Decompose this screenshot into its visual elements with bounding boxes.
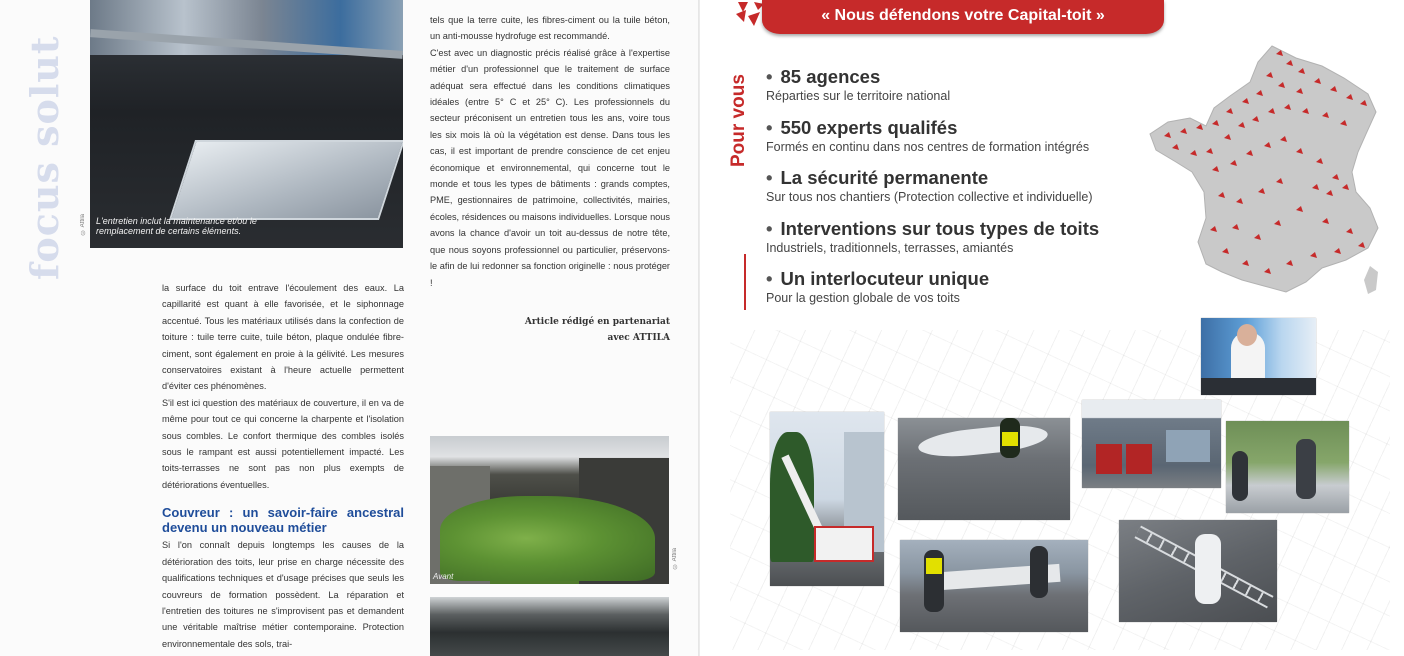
photo-worker: [1232, 451, 1248, 501]
bullet-icon: •: [766, 66, 773, 87]
benefit-title-text: Interventions sur tous types de toits: [780, 217, 1100, 239]
mossy-roof-photo: [430, 436, 669, 584]
article-signoff: [460, 314, 670, 346]
benefit-item: [766, 66, 1166, 117]
photo-head: [1237, 324, 1257, 346]
benefit-item: [766, 268, 1166, 319]
panel-install-photo: [900, 540, 1088, 632]
bullet-icon: •: [766, 116, 773, 138]
bullet-icon: •: [766, 167, 773, 188]
benefit-item: [766, 117, 1166, 168]
benefit-subtitle: Pour la gestion globale de vos toits: [766, 291, 960, 305]
side-label: [728, 74, 756, 310]
photo-dome: [917, 421, 1049, 460]
cleaned-roof-photo: [430, 597, 669, 656]
photo-door: [1126, 444, 1152, 474]
slogan-text: « Nous défendons votre Capital-toit »: [821, 7, 1105, 24]
photo-skylight: [169, 140, 403, 220]
benefit-item: [766, 167, 1166, 218]
article-subheading: Couvreur : un savoir-faire ancestral devenu un nouveau métier: [162, 505, 404, 536]
photo-truck: [814, 526, 874, 562]
photo-vest: [926, 558, 942, 574]
benefit-subtitle: Industriels, traditionnels, terrasses, amiantés: [766, 240, 1014, 255]
benefit-subtitle: Formés en continu dans nos centres de formation intégrés: [766, 139, 1090, 154]
photo-before-label: Avant: [433, 572, 454, 581]
benefit-subtitle: Réparties sur le territoire national: [766, 89, 951, 103]
france-map-icon: [1146, 42, 1384, 296]
side-label-rule: [744, 254, 746, 310]
france-map-outline: [1150, 46, 1378, 292]
bullet-icon: •: [766, 268, 773, 289]
office-photo: [1201, 318, 1316, 395]
photo-credit-moss: © Attila: [672, 548, 678, 569]
benefit-title-text: 550 experts qualifés: [780, 116, 958, 138]
article-paragraph: tels que la terre cuite, les fibres-ciment ou la tuile béton, un anti-mousse hydrofuge est recommandé.: [430, 15, 670, 42]
benefit-title: [766, 66, 1166, 88]
corsica-outline: [1364, 266, 1378, 294]
agency-building-photo: [1082, 400, 1221, 488]
photo-door: [1096, 444, 1122, 474]
photo-worker: [1296, 439, 1316, 499]
photo-worker: [1030, 546, 1048, 598]
harness-work-photo: [1226, 421, 1349, 513]
asbestos-work-photo: [1119, 520, 1277, 622]
benefit-title: [766, 218, 1166, 240]
benefit-title: [766, 117, 1166, 139]
photo-credit-top: © Attila: [80, 214, 86, 235]
benefit-title: [766, 268, 1166, 290]
benefit-title-text: La sécurité permanente: [780, 167, 989, 188]
side-label-text: Pour vous: [728, 74, 749, 167]
left-page: [0, 0, 700, 656]
signoff-line: avec ATTILA: [607, 333, 670, 343]
photo-vest: [1002, 432, 1018, 446]
photo-moss: [440, 496, 655, 581]
benefit-title-text: Un interlocuteur unique: [780, 268, 990, 289]
skylight-work-photo: [898, 418, 1070, 520]
photo-protective-suit: [1195, 534, 1221, 604]
article-paragraph: S'il est ici question des matériaux de couverture, il en va de même pour tout ce qui concerne la charpente et l'isolation sous combles. Le confort thermique des combles isolés sous le rampant est aussi potentiellement impacté. Les toits-terrasses ne sont pas non plus exempts de détériorations éventuelles.: [162, 397, 404, 490]
signoff-line: Article rédigé en partenariat: [524, 317, 670, 327]
roof-maintenance-photo: [90, 0, 403, 248]
article-column-left: [162, 280, 404, 652]
article-paragraph: Si l'on connaît depuis longtemps les causes de la détérioration des toits, leur prise en charge nécessite des qualifications techniques et d'usage précises que seuls les couvreurs de formation possèdent. La réparation et l'entretien des toitures ne s'improvisent pas et demandent une véritable maîtrise métier contemporaine. Protection environnementale des sols, trai-: [162, 540, 404, 649]
article-column-right: [430, 12, 670, 291]
photo-window: [1166, 430, 1210, 462]
benefit-title: [766, 167, 1166, 189]
article-paragraph: C'est avec un diagnostic précis réalisé grâce à l'expertise métier d'un professionnel que le traitement de surface adéquat sera effectué dans les conditions climatiques idéales (entre 5° C et 25° C). Les professionnels du secteur préconisent un entretien tous les ans, voire tous les six mois là où la végétation est dense. Dans tous les cas, il est important de prendre conscience de cet enjeu économique et environnemental, qui concerne tout le monde et tous les types de bâtiments : grands comptes, PME, gestionnaires de patrimoine, collectivités, mairies, écoles, résidences ou maisons individuelles. Lorsque nous avons la chance d'avoir un toit au-dessus de notre tête, que nous soyons professionnel ou particulier, préservons-le afin de lui redonner sa fonction originelle : nous protéger !: [430, 47, 670, 288]
photo-caption: L'entretien inclut la maintenance et/ou le remplacement de certains éléments.: [96, 216, 257, 236]
benefit-title-text: 85 agences: [780, 66, 881, 87]
section-tab: focus solut: [22, 35, 67, 280]
slogan-banner: [762, 0, 1164, 34]
aerial-lift-photo: [770, 412, 884, 586]
benefit-subtitle: Sur tous nos chantiers (Protection collective et individuelle): [766, 190, 1093, 204]
benefit-item: [766, 218, 1166, 269]
article-paragraph: la surface du toit entrave l'écoulement des eaux. La capillarité est quant à elle favorisée, et le siphonnage accentué. Tous les matériaux utilisés dans la confection de toiture : tuile terre cuite, tuile béton, plaque ondulée fibre-ciment, sont également en proie à la gélivité. Les mesures conservatoires existant à l'heure actuelle permettent d'éviter ces phénomènes.: [162, 283, 404, 392]
photo-desk: [1201, 378, 1316, 395]
bullet-icon: •: [766, 217, 773, 239]
benefits-list: [766, 66, 1166, 319]
